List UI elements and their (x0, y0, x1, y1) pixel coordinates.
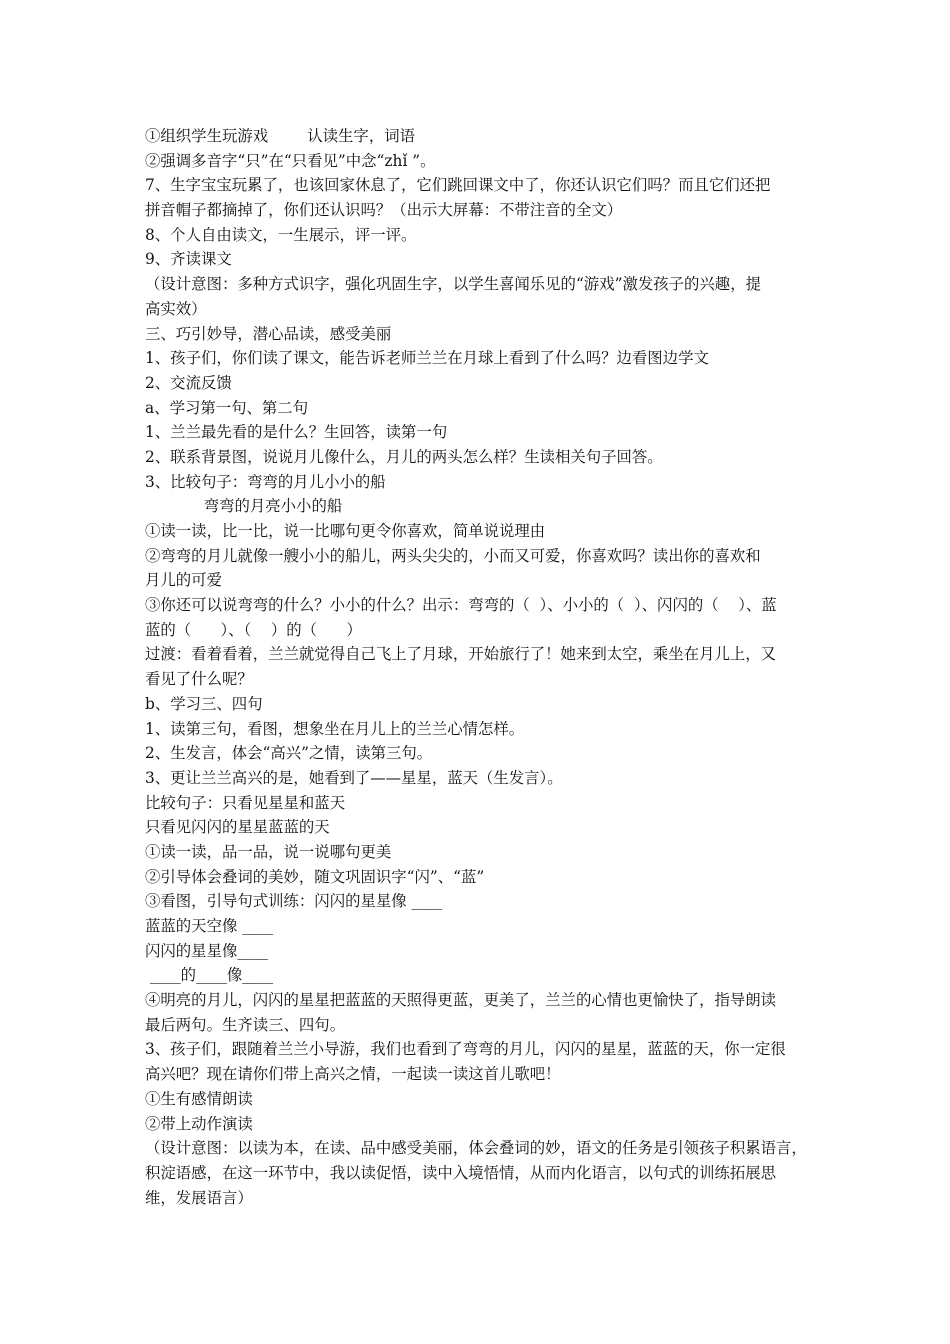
text-line: 最后两句。生齐读三、四句。 (145, 1015, 346, 1034)
text-line: 积淀语感，在这一环节中，我以读促悟，读中入境悟情，从而内化语言，以句式的训练拓展思 (145, 1163, 777, 1182)
text-line: （设计意图：以读为本，在读、品中感受美丽，体会叠词的妙，语文的任务是引领孩子积累语言， (145, 1139, 807, 1158)
text-line: 8、个人自由读文，一生展示，评一评。 (145, 225, 417, 244)
text-line: a、学习第一句、第二句 (145, 398, 309, 417)
text-line: 维，发展语言） (145, 1188, 253, 1207)
text-line: ①组织学生玩游戏 认读生字，词语 (145, 127, 415, 145)
text-line: 高兴吧？现在请你们带上高兴之情，一起读一读这首儿歌吧！ (145, 1065, 561, 1084)
text-line: b、学习三、四句 (145, 694, 263, 713)
text-line: 看见了什么呢？ (145, 670, 253, 689)
text-line: 2、交流反馈 (145, 373, 232, 392)
text-line: 比较句子：只看见星星和蓝天 (145, 793, 346, 812)
text-line: 拼音帽子都摘掉了，你们还认识吗？（出示大屏幕：不带注音的全文） (145, 201, 623, 220)
text-line: ①读一读，品一品，说一说哪句更美 (145, 842, 392, 861)
text-line: 3、孩子们，跟随着兰兰小导游，我们也看到了弯弯的月儿，闪闪的星星，蓝蓝的天，你一定很 (145, 1040, 786, 1059)
text-line: ②弯弯的月儿就像一艘小小的船儿，两头尖尖的，小而又可爱，你喜欢吗？读出你的喜欢和 (145, 546, 761, 565)
text-line: 闪闪的星星像____ (145, 941, 269, 960)
text-line: 2、联系背景图，说说月儿像什么，月儿的两头怎么样？生读相关句子回答。 (145, 447, 663, 466)
text-line: ②引导体会叠词的美妙，随文巩固识字“闪”、“蓝” (145, 867, 485, 886)
text-line: 7、生字宝宝玩累了，也该回家休息了，它们跳回课文中了，你还认识它们吗？而且它们还把 (145, 176, 771, 195)
document-body (145, 124, 813, 1210)
text-line: 1、读第三句，看图，想象坐在月儿上的兰兰心情怎样。 (145, 719, 525, 738)
text-line: （设计意图：多种方式识字，强化巩固生字，以学生喜闻乐见的“游戏”激发孩子的兴趣，提 (145, 275, 761, 294)
section-heading: 三、巧引妙导，潜心品读，感受美丽 (145, 324, 392, 343)
text-line: ____的____像____ (145, 966, 274, 985)
text-line: 1、兰兰最先看的是什么？生回答，读第一句 (145, 423, 448, 442)
text-line: ①生有感情朗读 (145, 1089, 253, 1108)
text-line: ①读一读，比一比，说一比哪句更令你喜欢，简单说说理由 (145, 522, 546, 540)
text-line: ②带上动作演读 (145, 1114, 253, 1133)
text-line: 蓝的（ ）、（ ）的（ ） (145, 620, 362, 639)
text-line: 高实效） (145, 299, 207, 318)
text-line: 3、比较句子：弯弯的月儿小小的船 (145, 472, 386, 491)
text-line: ②强调多音字“只”在“只看见”中念“zhǐ ”。 (145, 151, 436, 170)
text-line: ③你还可以说弯弯的什么？小小的什么？出示：弯弯的（ ）、小小的（ ）、闪闪的（ ）、蓝 (145, 596, 777, 615)
text-line: 2、生发言，体会“高兴”之情，读第三句。 (145, 744, 433, 763)
text-line: 1、孩子们，你们读了课文，能告诉老师兰兰在月球上看到了什么吗？边看图边学文 (145, 349, 709, 368)
text-line: 9、齐读课文 (145, 250, 232, 269)
text-line: ④明亮的月儿，闪闪的星星把蓝蓝的天照得更蓝，更美了，兰兰的心情也更愉快了，指导朗读 (145, 991, 777, 1010)
text-line: 月儿的可爱 (145, 571, 222, 590)
text-line: 蓝蓝的天空像 ____ (145, 917, 274, 935)
text-line: 3、更让兰兰高兴的是，她看到了——星星，蓝天（生发言）。 (145, 768, 563, 787)
text-line: 弯弯的月亮小小的船 (145, 497, 343, 516)
text-line: 过渡：看着看着，兰兰就觉得自己飞上了月球，开始旅行了！她来到太空，乘坐在月儿上，又 (145, 645, 777, 664)
text-line: ③看图，引导句式训练：闪闪的星星像 ____ (145, 892, 443, 911)
text-line: 只看见闪闪的星星蓝蓝的天 (145, 818, 330, 837)
